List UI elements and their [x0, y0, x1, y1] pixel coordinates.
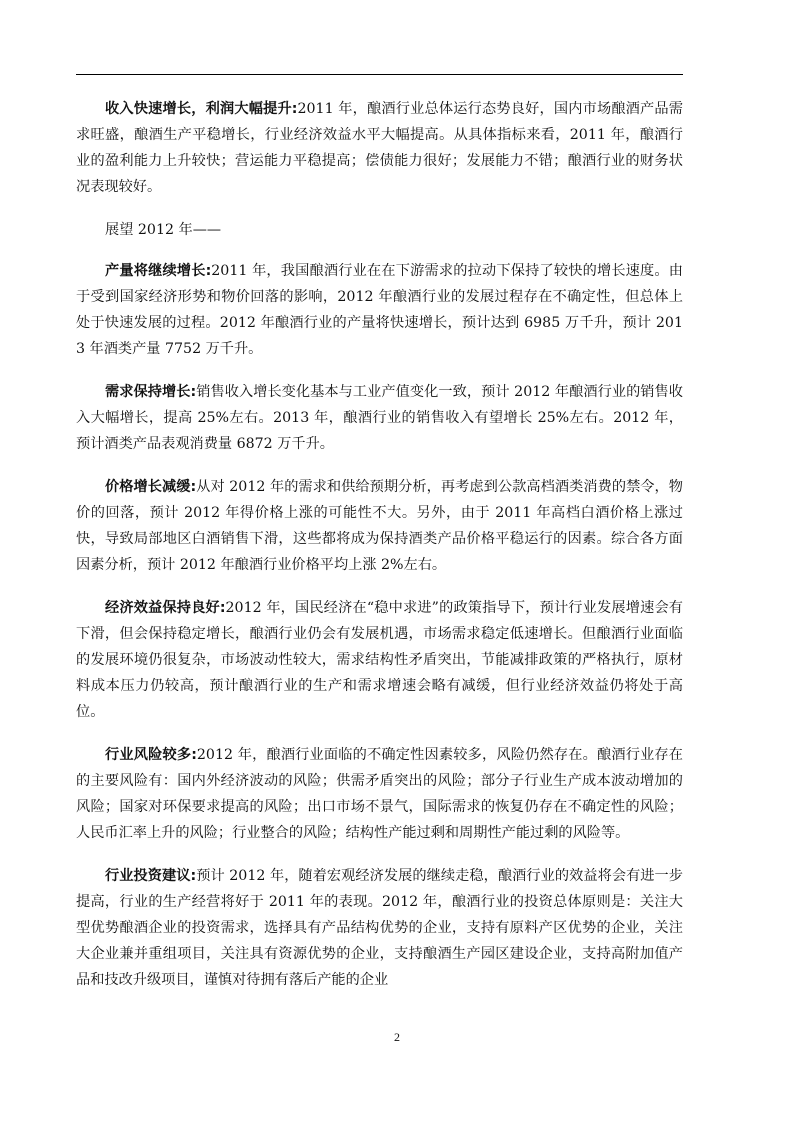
page-number: 2 [394, 1030, 400, 1044]
paragraph-investment-advice [76, 863, 683, 993]
paragraph-heading: 价格增长减缓: [105, 479, 197, 495]
paragraph-demand-growth [76, 379, 683, 457]
paragraph-text: 2012 年，国民经济在“稳中求进”的政策指导下，预计行业发展增速会有下滑，但会保持稳定增长，酿酒行业仍会有发展机遇，市场需求稳定低速增长。但酿酒行业面临的发展环境仍很复杂，市场波动性较大，需求结构性矛盾突出，节能减排政策的严格执行，原材料成本压力仍较高，预计酿酒行业的生产和需求增速会略有减缓，但行业经济效益仍将处于高位。 [76, 600, 683, 720]
paragraph-heading: 行业风险较多: [105, 747, 197, 763]
paragraph-heading: 收入快速增长，利润大幅提升: [105, 101, 298, 117]
paragraph-text: 从对 2012 年的需求和供给预期分析，再考虑到公款高档酒类消费的禁令，物价的回落，预计 2012 年得价格上涨的可能性不大。另外，由于 2011 年高档白酒价格上涨过快，导致局部地区白酒销售下滑，这些都将成为保持酒类产品价格平稳运行的因素。综合各方面因素分析，预计 2012 年酿酒行业价格平均上涨 2%左右。 [76, 479, 683, 573]
paragraph-industry-risk [76, 742, 683, 846]
header-rule [76, 74, 683, 75]
paragraph-text: 2012 年，酿酒行业面临的不确定性因素较多，风险仍然存在。酿酒行业存在的主要风险有：国内外经济波动的风险；供需矛盾突出的风险；部分子行业生产成本波动增加的风险；国家对环保要求提高的风险；出口市场不景气，国际需求的恢复仍存在不确定性的风险；人民币汇率上升的风险；行业整合的风险；结构性产能过剩和周期性产能过剩的风险等。 [76, 747, 683, 841]
document-body [76, 96, 683, 1010]
paragraph-economic-benefit [76, 595, 683, 725]
paragraph-revenue-growth [76, 96, 683, 200]
paragraph-text: 2011 年，酿酒行业总体运行态势良好，国内市场酿酒产品需求旺盛，酿酒生产平稳增长，行业经济效益水平大幅提高。从具体指标来看，2011 年，酿酒行业的盈利能力上升较快；营运能力平稳提高；偿债能力很好；发展能力不错；酿酒行业的财务状况表现较好。 [76, 101, 683, 195]
paragraph-text: 展望 2012 年—— [105, 222, 222, 238]
paragraph-text: 销售收入增长变化基本与工业产值变化一致，预计 2012 年酿酒行业的销售收入大幅增长，提高 25%左右。2013 年，酿酒行业的销售收入有望增长 25%左右。2012 年，预计酒类产品表观消费量 6872 万千升。 [76, 384, 683, 452]
paragraph-price-growth [76, 474, 683, 578]
paragraph-heading: 产量将继续增长: [105, 263, 212, 279]
paragraph-text: 预计 2012 年，随着宏观经济发展的继续走稳，酿酒行业的效益将会有进一步提高，行业的生产经营将好于 2011 年的表现。2012 年，酿酒行业的投资总体原则是：关注大型优势酿酒企业的投资需求，选择具有产品结构优势的企业，支持有原料产区优势的企业，关注大企业兼并重组项目，关注具有资源优势的企业，支持酿酒生产园区建设企业，支持高附加值产品和技改升级项目，谨慎对待拥有落后产能的企业 [76, 868, 683, 988]
paragraph-output-growth [76, 258, 683, 362]
paragraph-heading: 需求保持增长: [105, 384, 197, 400]
paragraph-heading: 经济效益保持良好: [105, 600, 226, 616]
paragraph-heading: 行业投资建议: [105, 868, 197, 884]
paragraph-outlook [76, 217, 683, 243]
paragraph-text: 2011 年，我国酿酒行业在在下游需求的拉动下保持了较快的增长速度。由于受到国家经济形势和物价回落的影响，2012 年酿酒行业的发展过程存在不确定性，但总体上处于快速发展的过程。2012 年酿酒行业的产量将快速增长，预计达到 6985 万千升，预计 2013 年酒类产量 7752 万千升。 [76, 263, 683, 357]
